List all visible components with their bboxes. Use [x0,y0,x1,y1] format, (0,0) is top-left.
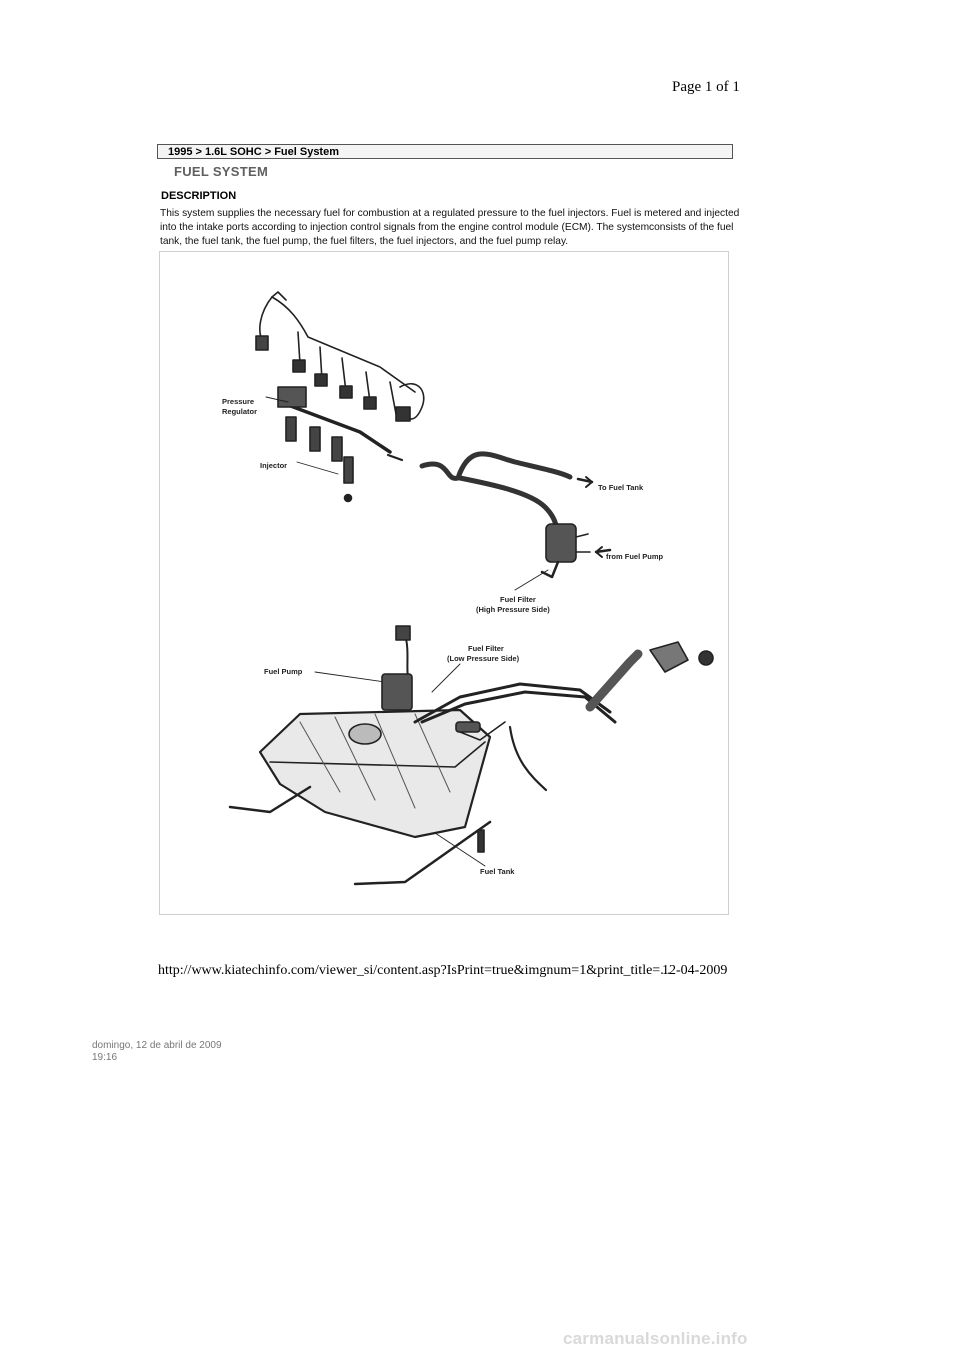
diagram-drawing [160,252,730,916]
fuel-tank-label: Fuel Tank [480,867,515,876]
fuel-pump-label: Fuel Pump [264,667,303,676]
footer-url: http://www.kiatechinfo.com/viewer_si/content.asp?IsPrint=true&imgnum=1&print_title=... [158,963,671,978]
injector-label: Injector [260,461,288,470]
watermark-text: carmanualsonline.info [563,1329,748,1348]
fuel-filter-high-label-2: (High Pressure Side) [476,605,550,614]
page-number: Page 1 of 1 [672,79,740,95]
fuel-filter-low-label-2: (Low Pressure Side) [447,654,520,663]
to-fuel-tank-label: To Fuel Tank [598,483,644,492]
description-text: This system supplies the necessary fuel for combustion at a regulated pressure to the fuel injectors. Fuel is metered and injected into the intake ports according to injection control signals from the engine control module (ECM). The systemconsists of the fuel tank, the fuel tank, the fuel pump, the fuel filters, the fuel injectors, and the fuel pump relay. [160,208,740,247]
fuel-filter-low-label-1: Fuel Filter [468,644,504,653]
fuel-system-diagram [159,251,729,915]
onenote-time: 19:16 [92,1052,118,1063]
onenote-date: domingo, 12 de abril de 2009 [92,1040,222,1051]
pressure-regulator-label-1: Pressure [222,397,255,406]
footer-date: 12-04-2009 [662,963,728,978]
from-fuel-pump-label: from Fuel Pump [606,552,664,561]
fuel-filter-high-label-1: Fuel Filter [500,595,536,604]
section-heading: DESCRIPTION [161,190,237,202]
page-title: FUEL SYSTEM [174,164,269,179]
pressure-regulator-label-2: Regulator [222,407,258,416]
breadcrumb: 1995 > 1.6L SOHC > Fuel System [157,144,733,159]
